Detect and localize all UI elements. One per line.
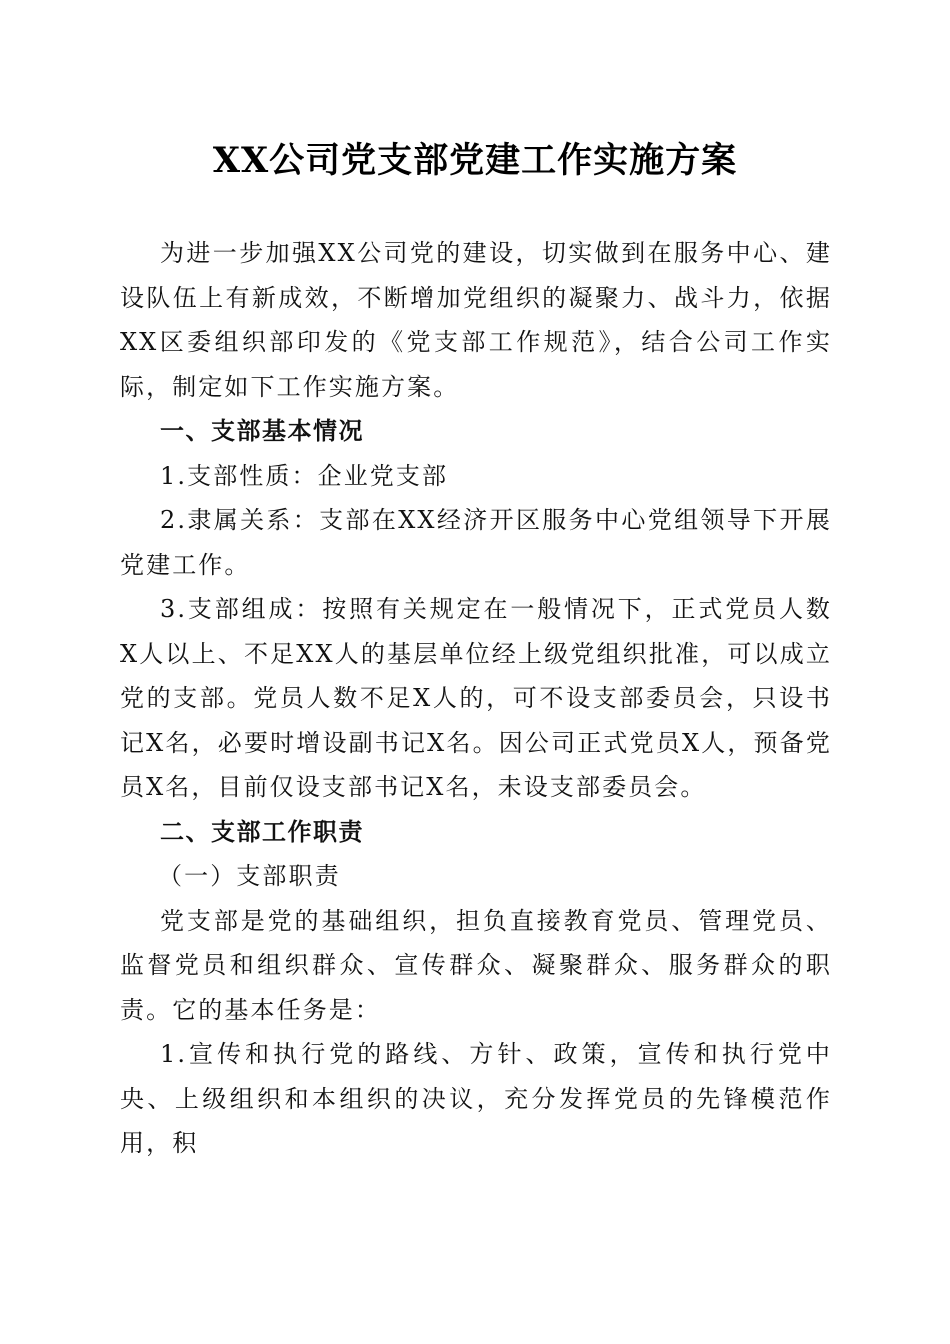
paragraph-branch-role: 党支部是党的基础组织，担负直接教育党员、管理党员、监督党员和组织群众、宣传群众、凝聚群众、服务群众的职责。它的基本任务是： <box>120 906 832 1024</box>
section-heading-duties: 二、支部工作职责 <box>160 817 364 846</box>
paragraph-task-1: 1.宣传和执行党的路线、方针、政策，宣传和执行党中央、上级组织和本组织的决议，充分发挥党员的先锋模范作用，积 <box>120 1040 832 1157</box>
paragraph-affiliation: 2.隶属关系：支部在XX经济开区服务中心党组领导下开展党建工作。 <box>120 506 832 579</box>
intro-paragraph: 为进一步加强XX公司党的建设，切实做到在服务中心、建设队伍上有新成效，不断增加党组织的凝聚力、战斗力，依据XX区委组织部印发的《党支部工作规范》，结合公司工作实际，制定如下工作实施方案。 <box>120 239 832 401</box>
paragraph-branch-nature: 1.支部性质：企业党支部 <box>160 461 449 490</box>
document-title: XX公司党支部党建工作实施方案 <box>212 140 738 181</box>
document-body <box>120 231 832 1166</box>
subsection-heading-branch-duties: （一）支部职责 <box>158 862 341 890</box>
section-heading-basic-info: 一、支部基本情况 <box>160 417 364 445</box>
paragraph-composition: 3.支部组成：按照有关规定在一般情况下，正式党员人数X人以上、不足XX人的基层单位经上级党组织批准，可以成立党的支部。党员人数不足X人的，可不设支部委员会，只设书记X名，必要时增设副书记X名。因公司正式党员X人，预备党员X名，目前仅设支部书记X名，未设支部委员会。 <box>120 595 832 801</box>
